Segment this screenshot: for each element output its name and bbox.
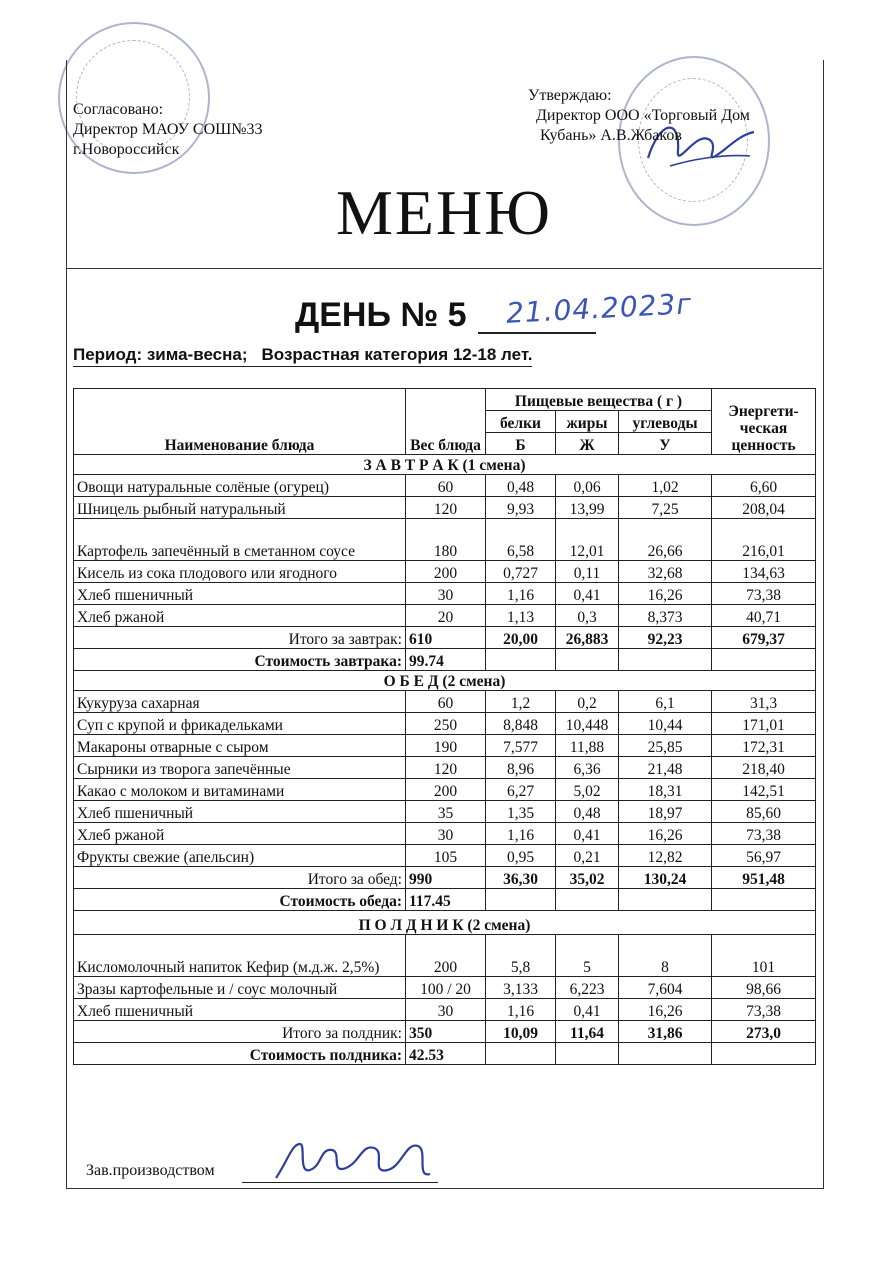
period-label: Период: зима-весна;: [73, 345, 248, 364]
menu-table-body: [74, 455, 816, 1065]
age-category: Возрастная категория 12-18 лет.: [261, 345, 533, 364]
dish-carbs: 18,31: [619, 779, 712, 801]
dish-protein: 1,16: [486, 583, 556, 605]
dish-energy: 101: [712, 935, 816, 977]
dish-fat: 0,41: [556, 999, 619, 1021]
dish-fat: 0,21: [556, 845, 619, 867]
dish-carbs: 10,44: [619, 713, 712, 735]
dish-fat: 5,02: [556, 779, 619, 801]
section-title: З А В Т Р А К (1 смена): [74, 455, 816, 475]
dish-energy: 73,38: [712, 583, 816, 605]
dish-name: Хлеб пшеничный: [74, 801, 406, 823]
dish-name: Какао с молоком и витаминами: [74, 779, 406, 801]
empty-cell: [486, 1043, 556, 1065]
table-row: [74, 497, 816, 519]
dish-carbs: 32,68: [619, 561, 712, 583]
dish-protein: 7,577: [486, 735, 556, 757]
total-label: Итого за полдник:: [74, 1021, 406, 1043]
table-row: [74, 713, 816, 735]
empty-cell: [556, 889, 619, 911]
dish-name: Овощи натуральные солёные (огурец): [74, 475, 406, 497]
dish-protein: 8,848: [486, 713, 556, 735]
total-weight: 610: [406, 627, 486, 649]
dish-weight: 200: [406, 561, 486, 583]
dish-weight: 200: [406, 935, 486, 977]
dish-weight: 200: [406, 779, 486, 801]
dish-weight: 30: [406, 583, 486, 605]
cost-label: Стоимость завтрака:: [74, 649, 406, 671]
dish-energy: 218,40: [712, 757, 816, 779]
dish-weight: 120: [406, 757, 486, 779]
dish-name: Макароны отварные с сыром: [74, 735, 406, 757]
dish-weight: 100 / 20: [406, 977, 486, 999]
dish-name: Кисель из сока плодового или ягодного: [74, 561, 406, 583]
total-weight: 350: [406, 1021, 486, 1043]
total-protein: 10,09: [486, 1021, 556, 1043]
dish-energy: 216,01: [712, 519, 816, 561]
table-row: [74, 519, 816, 561]
section-snack: [74, 911, 816, 935]
dish-protein: 8,96: [486, 757, 556, 779]
signature-foot: [270, 1130, 440, 1190]
total-row-snack: [74, 1021, 816, 1043]
approval-left-line2: Директор МАОУ СОШ№33: [73, 121, 263, 138]
dish-carbs: 8: [619, 935, 712, 977]
dish-weight: 250: [406, 713, 486, 735]
empty-cell: [712, 889, 816, 911]
dish-energy: 56,97: [712, 845, 816, 867]
approval-right: [528, 86, 750, 146]
total-label: Итого за обед:: [74, 867, 406, 889]
total-fat: 11,64: [556, 1021, 619, 1043]
dish-weight: 30: [406, 823, 486, 845]
total-weight: 990: [406, 867, 486, 889]
table-row: [74, 757, 816, 779]
dish-fat: 10,448: [556, 713, 619, 735]
dish-fat: 0,06: [556, 475, 619, 497]
dish-fat: 12,01: [556, 519, 619, 561]
dish-carbs: 12,82: [619, 845, 712, 867]
dish-name: Хлеб ржаной: [74, 823, 406, 845]
title-divider: [66, 268, 822, 269]
header-zh: Ж: [556, 433, 619, 455]
empty-cell: [712, 649, 816, 671]
dish-energy: 134,63: [712, 561, 816, 583]
table-row: [74, 779, 816, 801]
cost-row-lunch: [74, 889, 816, 911]
table-row: [74, 605, 816, 627]
dish-carbs: 25,85: [619, 735, 712, 757]
dish-fat: 6,223: [556, 977, 619, 999]
dish-fat: 6,36: [556, 757, 619, 779]
cost-row-breakfast: [74, 649, 816, 671]
dish-weight: 60: [406, 691, 486, 713]
dish-energy: 31,3: [712, 691, 816, 713]
dish-fat: 11,88: [556, 735, 619, 757]
header-fat: жиры: [556, 411, 619, 433]
table-row: [74, 999, 816, 1021]
dish-protein: 1,16: [486, 999, 556, 1021]
table-row: [74, 475, 816, 497]
cost-value: 117.45: [406, 889, 486, 911]
dish-weight: 105: [406, 845, 486, 867]
cost-row-snack: [74, 1043, 816, 1065]
dish-energy: 40,71: [712, 605, 816, 627]
table-row: [74, 583, 816, 605]
section-lunch: [74, 671, 816, 691]
dish-weight: 180: [406, 519, 486, 561]
approval-left-line3: г.Новороссийск: [73, 141, 180, 158]
dish-energy: 6,60: [712, 475, 816, 497]
section-breakfast: [74, 455, 816, 475]
dish-protein: 1,16: [486, 823, 556, 845]
dish-protein: 1,35: [486, 801, 556, 823]
dish-weight: 35: [406, 801, 486, 823]
dish-name: Фрукты свежие (апельсин): [74, 845, 406, 867]
dish-carbs: 7,604: [619, 977, 712, 999]
menu-table: [73, 388, 816, 1065]
date-handwritten: 21.04.2023г: [505, 287, 693, 330]
approval-left: [73, 100, 263, 160]
empty-cell: [486, 649, 556, 671]
table-row: [74, 823, 816, 845]
dish-carbs: 16,26: [619, 999, 712, 1021]
dish-carbs: 16,26: [619, 583, 712, 605]
dish-energy: 171,01: [712, 713, 816, 735]
header-carbs: углеводы: [619, 411, 712, 433]
table-row: [74, 561, 816, 583]
dish-weight: 190: [406, 735, 486, 757]
dish-weight: 30: [406, 999, 486, 1021]
dish-energy: 73,38: [712, 823, 816, 845]
header-nutrients: Пищевые вещества ( г ): [486, 389, 712, 411]
total-energy: 679,37: [712, 627, 816, 649]
empty-cell: [619, 1043, 712, 1065]
dish-protein: 0,727: [486, 561, 556, 583]
dish-name: Хлеб пшеничный: [74, 999, 406, 1021]
total-carbs: 31,86: [619, 1021, 712, 1043]
table-row: [74, 935, 816, 977]
total-protein: 36,30: [486, 867, 556, 889]
cost-value: 42.53: [406, 1043, 486, 1065]
total-carbs: 130,24: [619, 867, 712, 889]
total-carbs: 92,23: [619, 627, 712, 649]
dish-fat: 0,41: [556, 823, 619, 845]
table-row: [74, 735, 816, 757]
cost-value: 99.74: [406, 649, 486, 671]
dish-fat: 5: [556, 935, 619, 977]
header-protein: белки: [486, 411, 556, 433]
dish-fat: 0,3: [556, 605, 619, 627]
dish-energy: 208,04: [712, 497, 816, 519]
dish-name: Зразы картофельные и / соус молочный: [74, 977, 406, 999]
empty-cell: [486, 889, 556, 911]
approval-right-line3: Кубань» А.В.Жбаков: [540, 127, 682, 144]
dish-energy: 142,51: [712, 779, 816, 801]
period-line: [73, 345, 532, 367]
dish-fat: 13,99: [556, 497, 619, 519]
dish-name: Кукуруза сахарная: [74, 691, 406, 713]
dish-fat: 0,41: [556, 583, 619, 605]
dish-energy: 85,60: [712, 801, 816, 823]
dish-fat: 0,11: [556, 561, 619, 583]
table-row: [74, 977, 816, 999]
empty-cell: [619, 649, 712, 671]
header-energy: Энергети-ческая ценность: [712, 389, 816, 455]
table-row: [74, 801, 816, 823]
dish-protein: 0,48: [486, 475, 556, 497]
dish-protein: 9,93: [486, 497, 556, 519]
page-title: МЕНЮ: [336, 177, 552, 248]
dish-protein: 6,27: [486, 779, 556, 801]
header-name: Наименование блюда: [74, 389, 406, 455]
dish-carbs: 8,373: [619, 605, 712, 627]
section-title: П О Л Д Н И К (2 смена): [74, 911, 816, 935]
cost-label: Стоимость обеда:: [74, 889, 406, 911]
dish-name: Хлеб пшеничный: [74, 583, 406, 605]
dish-weight: 120: [406, 497, 486, 519]
dish-protein: 3,133: [486, 977, 556, 999]
total-row-breakfast: [74, 627, 816, 649]
approval-left-line1: Согласовано:: [73, 101, 164, 118]
empty-cell: [556, 649, 619, 671]
total-label: Итого за завтрак:: [74, 627, 406, 649]
cost-label: Стоимость полдника:: [74, 1043, 406, 1065]
section-title: О Б Е Д (2 смена): [74, 671, 816, 691]
header-u: У: [619, 433, 712, 455]
dish-energy: 172,31: [712, 735, 816, 757]
total-fat: 26,883: [556, 627, 619, 649]
dish-carbs: 26,66: [619, 519, 712, 561]
dish-fat: 0,48: [556, 801, 619, 823]
total-energy: 951,48: [712, 867, 816, 889]
dish-protein: 5,8: [486, 935, 556, 977]
dish-name: Шницель рыбный натуральный: [74, 497, 406, 519]
dish-name: Сырники из творога запечённые: [74, 757, 406, 779]
approval-right-line1: Утверждаю:: [528, 87, 612, 104]
dish-name: Суп с крупой и фрикадельками: [74, 713, 406, 735]
dish-protein: 1,2: [486, 691, 556, 713]
date-underline: [478, 332, 596, 334]
dish-weight: 20: [406, 605, 486, 627]
dish-energy: 73,38: [712, 999, 816, 1021]
footer-label: Зав.производством: [86, 1162, 215, 1179]
empty-cell: [556, 1043, 619, 1065]
dish-fat: 0,2: [556, 691, 619, 713]
dish-energy: 98,66: [712, 977, 816, 999]
dish-carbs: 1,02: [619, 475, 712, 497]
dish-name: Кисломолочный напиток Кефир (м.д.ж. 2,5%): [74, 935, 406, 977]
empty-cell: [712, 1043, 816, 1065]
dish-protein: 6,58: [486, 519, 556, 561]
day-label: ДЕНЬ № 5: [295, 296, 467, 334]
dish-carbs: 6,1: [619, 691, 712, 713]
dish-carbs: 7,25: [619, 497, 712, 519]
table-row: [74, 691, 816, 713]
dish-carbs: 18,97: [619, 801, 712, 823]
total-row-lunch: [74, 867, 816, 889]
header-b: Б: [486, 433, 556, 455]
dish-protein: 0,95: [486, 845, 556, 867]
total-protein: 20,00: [486, 627, 556, 649]
empty-cell: [619, 889, 712, 911]
table-row: [74, 845, 816, 867]
dish-name: Хлеб ржаной: [74, 605, 406, 627]
approval-right-line2: Директор ООО «Торговый Дом: [536, 107, 750, 124]
dish-carbs: 16,26: [619, 823, 712, 845]
dish-weight: 60: [406, 475, 486, 497]
total-fat: 35,02: [556, 867, 619, 889]
dish-protein: 1,13: [486, 605, 556, 627]
dish-carbs: 21,48: [619, 757, 712, 779]
dish-name: Картофель запечённый в сметанном соусе: [74, 519, 406, 561]
header-weight: Вес блюда: [406, 389, 486, 455]
total-energy: 273,0: [712, 1021, 816, 1043]
